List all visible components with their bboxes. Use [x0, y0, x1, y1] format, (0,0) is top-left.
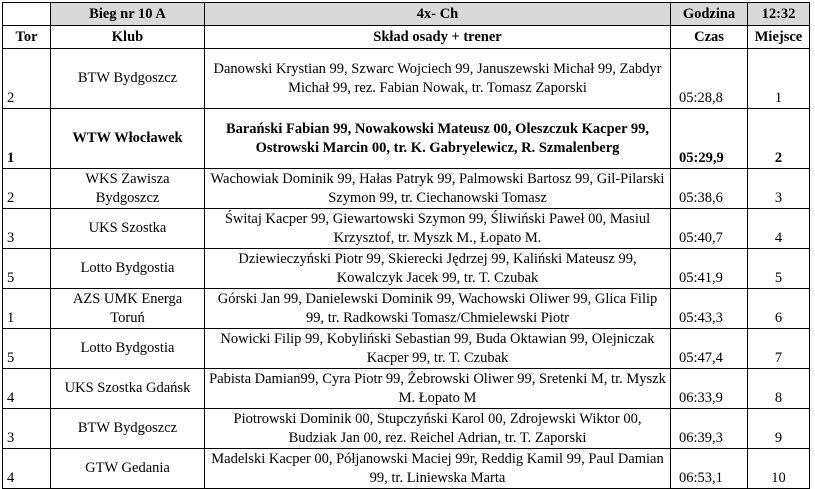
lane: 2	[3, 169, 51, 209]
table-row	[3, 329, 810, 369]
lane: 3	[3, 409, 51, 449]
club: BTW Bydgoszcz	[51, 409, 205, 449]
result-time: 06:33,9	[671, 369, 748, 409]
place: 5	[748, 249, 810, 289]
time-label: Godzina	[671, 3, 748, 26]
result-time: 05:41,9	[671, 249, 748, 289]
col-czas: Czas	[671, 26, 748, 49]
lane: 4	[3, 449, 51, 489]
club: BTW Bydgoszcz	[51, 49, 205, 109]
column-header-row	[3, 26, 810, 49]
crew: Górski Jan 99, Danielewski Dominik 99, Wachowski Oliwer 99, Glica Filip 99, tr. Radkowski Tomasz/Chmielewski Piotr	[205, 289, 671, 329]
crew: Madelski Kacper 00, Półjanowski Maciej 99r, Reddig Kamil 99, Paul Damian 99, tr. Liniewska Marta	[205, 449, 671, 489]
club: UKS Szostka	[51, 209, 205, 249]
table-row	[3, 289, 810, 329]
club: WKS Zawisza Bydgoszcz	[51, 169, 205, 209]
race-category: 4x- Ch	[205, 3, 671, 26]
lane: 1	[3, 109, 51, 169]
club: UKS Szostka Gdańsk	[51, 369, 205, 409]
result-time: 05:38,6	[671, 169, 748, 209]
results-sheet	[2, 2, 810, 489]
empty-corner	[3, 3, 51, 26]
place: 7	[748, 329, 810, 369]
club: WTW Włocławek	[51, 109, 205, 169]
col-tor: Tor	[3, 26, 51, 49]
table-row	[3, 409, 810, 449]
lane: 5	[3, 249, 51, 289]
table-row	[3, 109, 810, 169]
place: 4	[748, 209, 810, 249]
club: AZS UMK Energa Toruń	[51, 289, 205, 329]
table-row	[3, 49, 810, 109]
result-time: 06:53,1	[671, 449, 748, 489]
place: 1	[748, 49, 810, 109]
lane: 2	[3, 49, 51, 109]
lane: 1	[3, 289, 51, 329]
result-time: 05:28,8	[671, 49, 748, 109]
col-sklad: Skład osady + trener	[205, 26, 671, 49]
result-time: 05:47,4	[671, 329, 748, 369]
result-time: 06:39,3	[671, 409, 748, 449]
result-time: 05:43,3	[671, 289, 748, 329]
lane: 3	[3, 209, 51, 249]
place: 8	[748, 369, 810, 409]
race-number: Bieg nr 10 A	[51, 3, 205, 26]
race-header-row	[3, 3, 810, 26]
race-time: 12:32	[748, 3, 810, 26]
place: 2	[748, 109, 810, 169]
place: 10	[748, 449, 810, 489]
table-row	[3, 249, 810, 289]
club: Lotto Bydgostia	[51, 329, 205, 369]
lane: 4	[3, 369, 51, 409]
lane: 5	[3, 329, 51, 369]
table-row	[3, 169, 810, 209]
crew: Dziewieczyński Piotr 99, Skierecki Jędrzej 99, Kaliński Mateusz 99, Kowalczyk Jacek 99, tr. T. Czubak	[205, 249, 671, 289]
table-row	[3, 209, 810, 249]
crew: Nowicki Filip 99, Kobyliński Sebastian 99, Buda Oktawian 99, Olejniczak Kacper 99, tr. T. Czubak	[205, 329, 671, 369]
place: 6	[748, 289, 810, 329]
result-time: 05:40,7	[671, 209, 748, 249]
table-row	[3, 369, 810, 409]
result-time: 05:29,9	[671, 109, 748, 169]
col-klub: Klub	[51, 26, 205, 49]
crew: Piotrowski Dominik 00, Stupczyński Karol 00, Zdrojewski Wiktor 00, Budziak Jan 00, rez. Reichel Adrian, tr. T. Zaporski	[205, 409, 671, 449]
club: Lotto Bydgostia	[51, 249, 205, 289]
club: GTW Gedania	[51, 449, 205, 489]
crew: Świtaj Kacper 99, Giewartowski Szymon 99, Śliwiński Paweł 00, Masiul Krzysztof, tr. Myszk M., Łopato M.	[205, 209, 671, 249]
crew: Wachowiak Dominik 99, Hałas Patryk 99, Palmowski Bartosz 99, Gil-Pilarski Szymon 99, tr. Ciechanowski Tomasz	[205, 169, 671, 209]
results-table	[2, 2, 810, 489]
crew: Danowski Krystian 99, Szwarc Wojciech 99, Januszewski Michał 99, Zabdyr Michał 99, rez. Fabian Nowak, tr. Tomasz Zaporski	[205, 49, 671, 109]
crew: Pabista Damian99, Cyra Piotr 99, Żebrowski Oliwer 99, Sretenki M, tr. Myszk M. Łopato M	[205, 369, 671, 409]
col-miejsce: Miejsce	[748, 26, 810, 49]
place: 9	[748, 409, 810, 449]
place: 3	[748, 169, 810, 209]
crew: Barański Fabian 99, Nowakowski Mateusz 00, Oleszczuk Kacper 99, Ostrowski Marcin 00, tr. K. Gabryelewicz, R. Szmalenberg	[205, 109, 671, 169]
